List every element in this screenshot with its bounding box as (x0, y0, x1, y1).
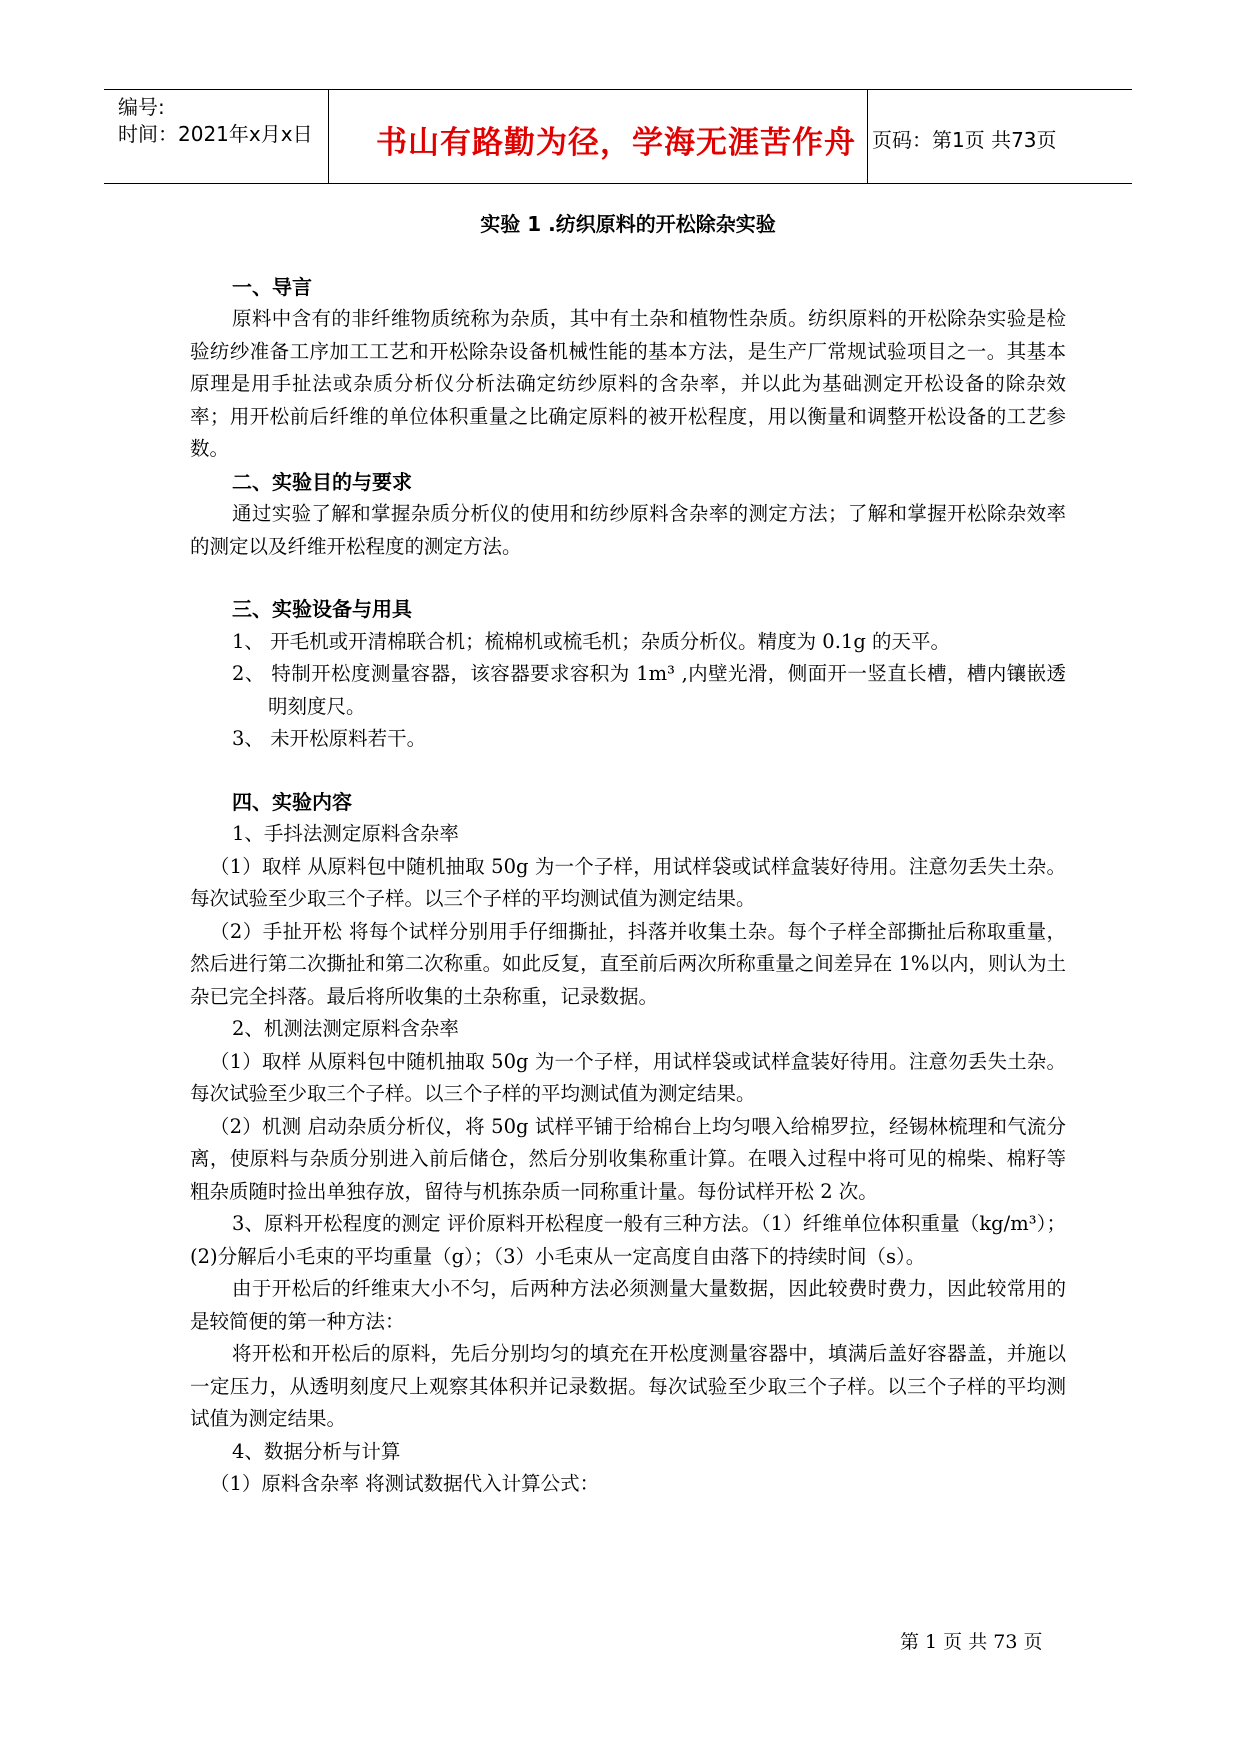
document-body (190, 208, 1066, 1501)
paragraph: （2）手扯开松 将每个试样分别用手仔细撕扯，抖落并收集土杂。每个子样全部撕扯后称取重量，然后进行第二次撕扯和第二次称重。如此反复，直至前后两次所称重量之间差异在 1%以内，则认为土杂已完全抖落。最后将所收集的土杂称重，记录数据。 (190, 919, 1066, 1008)
section-heading: 四、实验内容 (232, 789, 352, 814)
paragraph: （1）取样 从原料包中随机抽取 50g 为一个子样，用试样袋或试样盒装好待用。注意勿丢失土杂。每次试验至少取三个子样。以三个子样的平均测试值为测定结果。 (190, 854, 1066, 910)
header-page-info: 页码：第1页 共73页 (872, 128, 1057, 152)
paragraph: （2）机测 启动杂质分析仪，将 50g 试样平铺于给棉台上均匀喂入给棉罗拉，经锡林梳理和气流分离，使原料与杂质分别进入前后储仓，然后分别收集称重计算。在喂入过程中将可见的棉柴、棉籽等粗杂质随时捡出单独存放，留待与机拣杂质一同称重计量。每份试样开松 2 次。 (190, 1114, 1066, 1203)
subheading: 2、机测法测定原料含杂率 (232, 1017, 459, 1040)
paragraph: 通过实验了解和掌握杂质分析仪的使用和纺纱原料含杂率的测定方法；了解和掌握开松除杂效率的测定以及纤维开松程度的测定方法。 (190, 502, 1066, 558)
list-item: 3、 未开松原料若干。 (232, 727, 427, 750)
page-footer: 第 1 页 共 73 页 (900, 1631, 1043, 1653)
paragraph: （1）取样 从原料包中随机抽取 50g 为一个子样，用试样袋或试样盒装好待用。注意勿丢失土杂。每次试验至少取三个子样。以三个子样的平均测试值为测定结果。 (190, 1049, 1066, 1105)
header-left (118, 94, 313, 148)
document-title: 实验 1 .纺织原料的开松除杂实验 (480, 212, 776, 236)
paragraph: （1）原料含杂率 将测试数据代入计算公式： (210, 1472, 600, 1495)
time-label: 时间：2021年x月x日 (118, 122, 313, 146)
paragraph: 由于开松后的纤维束大小不匀，后两种方法必须测量大量数据，因此较费时费力，因此较常用的是较简便的第一种方法： (190, 1277, 1066, 1333)
header-divider (867, 90, 868, 183)
paragraph: 将开松和开松后的原料，先后分别均匀的填充在开松度测量容器中，填满后盖好容器盖，并施以一定压力，从透明刻度尺上观察其体积并记录数据。每次试验至少取三个子样。以三个子样的平均测试值为测定结果。 (190, 1342, 1066, 1430)
serial-label: 编号: (118, 95, 165, 119)
list-item: 2、 特制开松度测量容器，该容器要求容积为 1m³ ,内壁光滑，侧面开一竖直长槽，槽内镶嵌透明刻度尺。 (232, 662, 1066, 718)
header-motto: 书山有路勤为径，学海无涯苦作舟 (376, 125, 856, 161)
header-divider (328, 90, 329, 183)
subheading: 4、数据分析与计算 (232, 1439, 401, 1463)
subheading: 1、手抖法测定原料含杂率 (232, 822, 459, 845)
list-item: 1、 开毛机或开清棉联合机；梳棉机或梳毛机；杂质分析仪。精度为 0.1g 的天平。 (232, 629, 950, 653)
paragraph: 3、原料开松程度的测定 评价原料开松程度一般有三种方法。（1）纤维单位体积重量（kg/m³）；(2)分解后小毛束的平均重量（g）；（3）小毛束从一定高度自由落下的持续时间（s）。 (190, 1212, 1066, 1268)
section-heading: 三、实验设备与用具 (232, 597, 412, 621)
page-header (104, 89, 1132, 184)
section-heading: 一、导言 (232, 274, 312, 299)
section-heading: 二、实验目的与要求 (232, 469, 412, 494)
paragraph: 原料中含有的非纤维物质统称为杂质，其中有土杂和植物性杂质。纺织原料的开松除杂实验是检验纺纱准备工序加工工艺和开松除杂设备机械性能的基本方法，是生产厂常规试验项目之一。其基本原理是用手扯法或杂质分析仪分析法确定纺纱原料的含杂率，并以此为基础测定开松设备的除杂效率；用开松前后纤维的单位体积重量之比确定原料的被开松程度，用以衡量和调整开松设备的工艺参数。 (190, 307, 1066, 460)
